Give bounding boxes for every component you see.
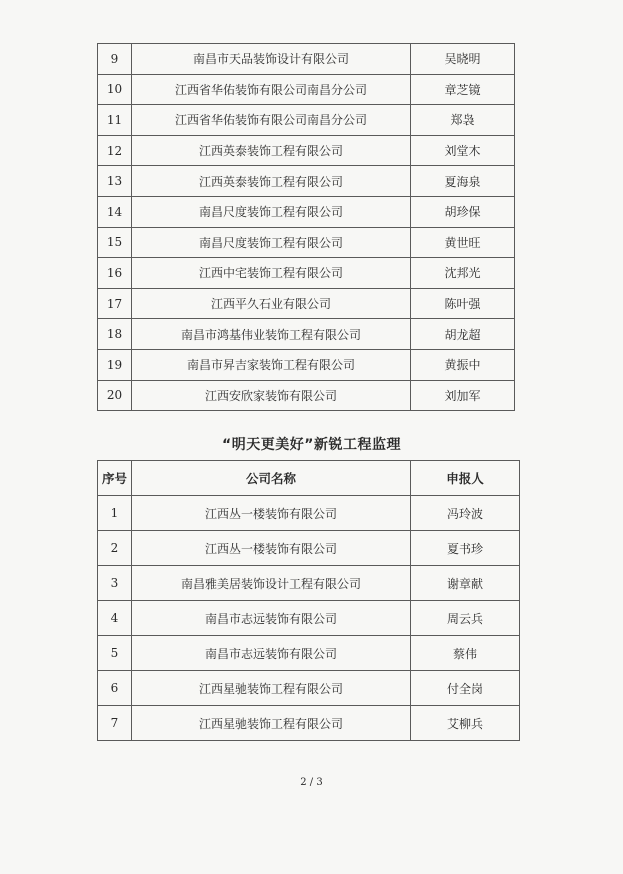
applicant-name-cell: 夏书珍	[411, 531, 520, 566]
table-row	[98, 601, 520, 636]
company-name-cell: 南昌市天品装饰设计有限公司	[132, 44, 411, 75]
table-row	[98, 531, 520, 566]
serial-number-cell: 7	[98, 706, 132, 741]
applicant-name-cell: 夏海泉	[411, 166, 515, 197]
header-serial-number: 序号	[98, 461, 132, 496]
applicant-name-cell: 章芝镜	[411, 74, 515, 105]
serial-number-cell: 15	[98, 227, 132, 258]
table-body	[98, 496, 520, 741]
supervision-applicant-table	[97, 460, 520, 741]
serial-number-cell: 9	[98, 44, 132, 75]
company-name-cell: 江西省华佑装饰有限公司南昌分公司	[132, 105, 411, 136]
table-row	[98, 196, 515, 227]
table-row	[98, 671, 520, 706]
table-row	[98, 636, 520, 671]
serial-number-cell: 17	[98, 288, 132, 319]
applicant-name-cell: 沈邦光	[411, 258, 515, 289]
serial-number-cell: 19	[98, 349, 132, 380]
applicant-name-cell: 黄世旺	[411, 227, 515, 258]
table-row	[98, 105, 515, 136]
serial-number-cell: 18	[98, 319, 132, 350]
serial-number-cell: 3	[98, 566, 132, 601]
page-number: 2 / 3	[300, 777, 323, 788]
header-applicant: 申报人	[411, 461, 520, 496]
serial-number-cell: 11	[98, 105, 132, 136]
applicant-name-cell: 胡龙超	[411, 319, 515, 350]
company-name-cell: 南昌尺度装饰工程有限公司	[132, 227, 411, 258]
company-name-cell: 南昌市昇吉家装饰工程有限公司	[132, 349, 411, 380]
applicant-name-cell: 陈叶强	[411, 288, 515, 319]
applicant-name-cell: 付全岗	[411, 671, 520, 706]
serial-number-cell: 13	[98, 166, 132, 197]
table-row	[98, 44, 515, 75]
company-name-cell: 江西省华佑装饰有限公司南昌分公司	[132, 74, 411, 105]
applicant-name-cell: 蔡伟	[411, 636, 520, 671]
applicant-name-cell: 吴晓明	[411, 44, 515, 75]
company-name-cell: 江西英泰装饰工程有限公司	[132, 135, 411, 166]
serial-number-cell: 16	[98, 258, 132, 289]
applicant-name-cell: 谢章献	[411, 566, 520, 601]
serial-number-cell: 6	[98, 671, 132, 706]
section-title: “明天更美好”新锐工程监理	[222, 437, 401, 453]
serial-number-cell: 10	[98, 74, 132, 105]
company-name-cell: 江西英泰装饰工程有限公司	[132, 166, 411, 197]
applicant-name-cell: 冯玲波	[411, 496, 520, 531]
company-name-cell: 江西星驰装饰工程有限公司	[132, 671, 411, 706]
table-row	[98, 349, 515, 380]
company-name-cell: 南昌市志远装饰有限公司	[132, 601, 411, 636]
applicant-name-cell: 胡珍保	[411, 196, 515, 227]
applicant-name-cell: 艾柳兵	[411, 706, 520, 741]
company-name-cell: 南昌市鸿基伟业装饰工程有限公司	[132, 319, 411, 350]
company-name-cell: 江西丛一楼装饰有限公司	[132, 531, 411, 566]
company-name-cell: 南昌尺度装饰工程有限公司	[132, 196, 411, 227]
serial-number-cell: 1	[98, 496, 132, 531]
company-name-cell: 南昌雅美居装饰设计工程有限公司	[132, 566, 411, 601]
company-name-cell: 江西丛一楼装饰有限公司	[132, 496, 411, 531]
table-row	[98, 496, 520, 531]
company-name-cell: 江西星驰装饰工程有限公司	[132, 706, 411, 741]
serial-number-cell: 5	[98, 636, 132, 671]
serial-number-cell: 12	[98, 135, 132, 166]
applicant-name-cell: 黄振中	[411, 349, 515, 380]
table-row	[98, 566, 520, 601]
serial-number-cell: 20	[98, 380, 132, 411]
table-row	[98, 74, 515, 105]
table-row	[98, 706, 520, 741]
table-row	[98, 135, 515, 166]
table-row	[98, 319, 515, 350]
applicant-name-cell: 刘堂木	[411, 135, 515, 166]
applicant-name-cell: 刘加军	[411, 380, 515, 411]
table-header-row	[98, 461, 520, 496]
applicant-table-continued	[97, 43, 515, 411]
serial-number-cell: 14	[98, 196, 132, 227]
company-name-cell: 江西平久石业有限公司	[132, 288, 411, 319]
serial-number-cell: 4	[98, 601, 132, 636]
table-row	[98, 288, 515, 319]
company-name-cell: 南昌市志远装饰有限公司	[132, 636, 411, 671]
serial-number-cell: 2	[98, 531, 132, 566]
company-name-cell: 江西安欣家装饰有限公司	[132, 380, 411, 411]
table-row	[98, 258, 515, 289]
table-row	[98, 227, 515, 258]
header-company-name: 公司名称	[132, 461, 411, 496]
applicant-name-cell: 郑袅	[411, 105, 515, 136]
table-row	[98, 166, 515, 197]
company-name-cell: 江西中宅装饰工程有限公司	[132, 258, 411, 289]
applicant-name-cell: 周云兵	[411, 601, 520, 636]
table-row	[98, 380, 515, 411]
table-body	[98, 44, 515, 411]
